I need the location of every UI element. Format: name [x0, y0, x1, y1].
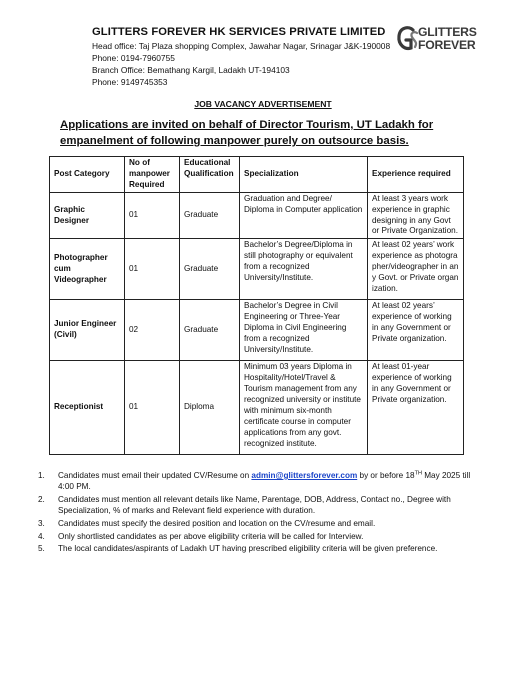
- branch-office-phone: Phone: 9149745353: [92, 76, 168, 87]
- head-office-address: Head office: Taj Plaza shopping Complex, Jawahar Nagar, Srinagar J&K-190008: [92, 41, 391, 51]
- number-cell: 01: [125, 239, 180, 300]
- vacancy-table: [49, 156, 464, 455]
- specialization-cell: Bachelor’s Degree/Diploma in still photography or equivalent from a recognized University/Institute.: [240, 239, 368, 300]
- table-row: [50, 239, 464, 300]
- number-cell: 01: [125, 192, 180, 239]
- table-row: [50, 192, 464, 239]
- qualification-cell: Graduate: [180, 300, 240, 361]
- list-item: 2. Candidates must mention all relevant details like Name, Parentage, DOB, Address, Contact no., Degree with Specialization, % of marks and Relevant field experience with duration.: [38, 494, 451, 516]
- post-category-cell: Junior Engineer (Civil): [50, 300, 125, 361]
- letterhead: [92, 26, 422, 89]
- gf-monogram-icon: [396, 24, 420, 54]
- experience-cell: At least 02 years’ experience of working in any Government or Private organization.: [368, 300, 464, 361]
- experience-cell: At least 02 years’ work experience as photographer/videographer in any Govt. or Private organization.: [368, 239, 464, 300]
- header-specialization: Specialization: [240, 157, 368, 193]
- instructions-list: [38, 470, 478, 556]
- post-category-cell: Photographer cum Videographer: [50, 239, 125, 300]
- header-experience: Experience required: [368, 157, 464, 193]
- head-office-phone: Phone: 0194-7960755: [92, 52, 175, 63]
- qualification-cell: Diploma: [180, 361, 240, 455]
- specialization-cell: Bachelor’s Degree in Civil Engineering or Three-Year Diploma in Civil Engineering from a recognized University/Institute.: [240, 300, 368, 361]
- specialization-cell: Minimum 03 years Diploma in Hospitality/Hotel/Travel & Tourism management from any recognized university or institute with minimum six-month certificate course in computer applications from any govt. recognized institute.: [240, 361, 368, 455]
- specialization-cell: Graduation and Degree/ Diploma in Computer application: [240, 192, 368, 239]
- email-link[interactable]: admin@glittersforever.com: [251, 471, 358, 480]
- header-post-category: Post Category: [50, 157, 125, 193]
- qualification-cell: Graduate: [180, 192, 240, 239]
- list-item: 1. Candidates must email their updated CV/Resume on admin@glittersforever.com by or before 18TH May 2025 till 4:00 PM.: [38, 470, 471, 492]
- post-category-cell: Graphic Designer: [50, 192, 125, 239]
- list-item: 4. Only shortlisted candidates as per above eligibility criteria will be called for Interview.: [38, 531, 364, 541]
- intro-statement: Applications are invited on behalf of Director Tourism, UT Ladakh for empanelment of following manpower purely on outsource basis.: [60, 119, 434, 147]
- header-qualification: Educational Qualification: [180, 157, 240, 193]
- logo-text-line2: FOREVER: [418, 37, 476, 52]
- experience-cell: At least 3 years work experience in graphic designing in any Govt or Private Organization.: [368, 192, 464, 239]
- table-header-row: [50, 157, 464, 193]
- post-category-cell: Receptionist: [50, 361, 125, 455]
- number-cell: 02: [125, 300, 180, 361]
- experience-cell: At least 01-year experience of working in any Government or Private organization.: [368, 361, 464, 455]
- qualification-cell: Graduate: [180, 239, 240, 300]
- number-cell: 01: [125, 361, 180, 455]
- company-logo: [396, 24, 500, 54]
- logo-text-line1: GLITTERS: [418, 25, 477, 39]
- header-number-required: No of manpower Required: [125, 157, 180, 193]
- table-row: [50, 361, 464, 455]
- advertisement-title: JOB VACANCY ADVERTISEMENT: [194, 99, 332, 109]
- branch-office-address: Branch Office: Bemathang Kargil, Ladakh UT-194103: [92, 64, 290, 75]
- company-name: GLITTERS FOREVER HK SERVICES PRIVATE LIMITED: [92, 26, 386, 38]
- list-item: 3. Candidates must specify the desired position and location on the CV/resume and email.: [38, 518, 376, 528]
- list-item: 5. The local candidates/aspirants of Ladakh UT having prescribed eligibility criteria will be given preference.: [38, 544, 438, 554]
- table-row: [50, 300, 464, 361]
